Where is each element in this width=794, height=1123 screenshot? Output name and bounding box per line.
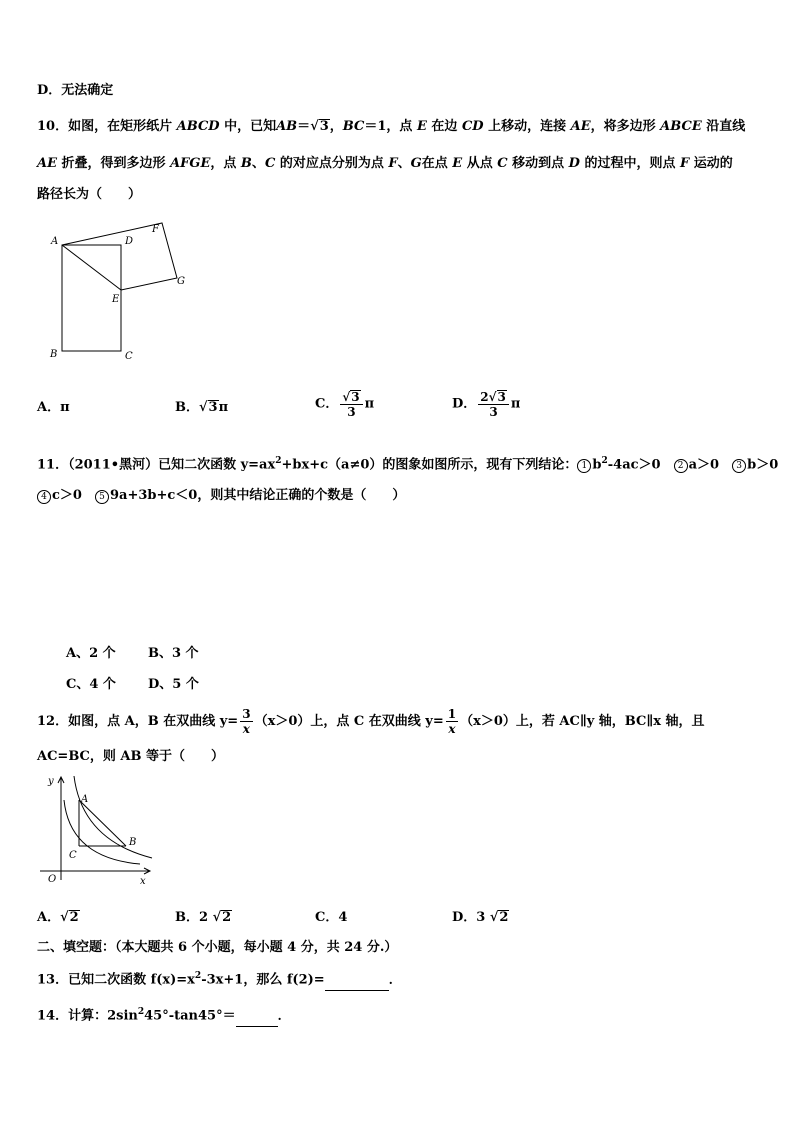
q11-option-c: C、4 个 xyxy=(66,677,116,692)
label-x: x xyxy=(140,876,146,887)
label-c: C xyxy=(125,351,133,362)
label-a: A xyxy=(81,794,89,805)
circled-5: 5 xyxy=(95,490,109,504)
circled-2: 2 xyxy=(674,459,688,473)
segment-ae xyxy=(62,245,121,290)
label-f: F xyxy=(152,224,159,235)
q12-hyperbola-figure xyxy=(36,770,156,890)
label-e: E xyxy=(112,294,120,305)
q14-line: 14．计算：$2\sin^245^\circ-\tan 45^\circ=$ ． xyxy=(37,1002,291,1027)
q12-line2: AC=BC，则 AB 等于（ ） xyxy=(37,749,225,764)
circled-4: 4 xyxy=(37,490,51,504)
q9-option-d: D．无法确定 xyxy=(37,83,114,98)
q10-option-a: A．π xyxy=(37,400,70,415)
q12-option-d: D．3 √2 xyxy=(452,910,509,925)
q10-line3: 路径长为（ ） xyxy=(37,187,142,202)
label-a: A xyxy=(51,236,59,247)
label-d: D xyxy=(125,236,134,247)
q10-option-c: C． $\frac{√3}{3}$ π xyxy=(315,390,375,419)
q11-line1: 11．（2011•黑河）已知二次函数 $y=ax^2+bx+c(a\ne 0)$的图象如图所示，现有下列结论： 1 $b^2-4ac>0$ 2 a＞0 3 b＞0 xyxy=(37,456,779,473)
answer-blank[interactable] xyxy=(236,1006,278,1027)
q11-line2: 4 c＞0 5 9a+3b+c＜0，则其中结论正确的个数是（ ） xyxy=(37,486,405,506)
label-o: O xyxy=(48,874,57,885)
answer-blank[interactable] xyxy=(325,970,389,991)
q11-option-d: D、5 个 xyxy=(148,677,199,692)
label-b: B xyxy=(129,837,137,848)
q12-option-a: A．√2 xyxy=(37,910,79,925)
segment-ab xyxy=(79,800,126,846)
section-2-heading: 二、填空题：（本大题共 6 个小题，每小题 4 分，共 24 分.） xyxy=(37,940,398,955)
circled-3: 3 xyxy=(732,459,746,473)
q10-option-d: D． $\frac{2√3}{3}$ π xyxy=(452,390,521,419)
q11-option-a: A、2 个 xyxy=(66,646,116,661)
q13-line: 13．已知二次函数 $f(x)=x^2-3x+1$，那么 f(2)= ． xyxy=(37,966,402,991)
q10-line1: 10．如图，在矩形纸片 ABCD 中，已知AB＝√3，BC＝1，点 E 在边 CD 上移动，连接 AE，将多边形 ABCE 沿直线 xyxy=(37,119,746,134)
fraction-1-over-x: $\frac{1}{x}$ xyxy=(447,707,457,736)
label-b: B xyxy=(50,349,58,360)
fraction-3-over-x: $\frac{3}{x}$ xyxy=(242,707,251,736)
label-g: G xyxy=(177,276,185,287)
q10-rectangle-figure xyxy=(45,218,195,366)
q12-line1: 12．如图，点 A，B 在双曲线 y= $\frac{3}{x}$ （x＞0）上，点 C 在双曲线 y= $\frac{1}{x}$ （x＞0）上，若 AC∥y 轴，BC∥x 轴，且 xyxy=(37,707,705,736)
label-y: y xyxy=(48,776,54,787)
sqrt-3: 3 xyxy=(319,119,329,134)
q12-option-c: C．4 xyxy=(315,910,348,925)
fraction-2sqrt3-over-3: $\frac{2√3}{3}$ xyxy=(478,390,509,419)
q10-line2: AE 折叠，得到多边形 AFGE，点 B、C 的对应点分别为点 F、G在点 E 从点 C 移动到点 D 的过程中，则点 F 运动的 xyxy=(37,156,733,171)
polygon-afge xyxy=(62,223,177,290)
q11-option-b: B、3 个 xyxy=(148,646,199,661)
q12-option-b: B．2 √2 xyxy=(175,910,232,925)
q10-option-b: B．√3π xyxy=(175,400,229,415)
fraction-sqrt3-over-3: $\frac{√3}{3}$ xyxy=(340,390,362,419)
label-c: C xyxy=(69,850,77,861)
circled-1: 1 xyxy=(577,459,591,473)
